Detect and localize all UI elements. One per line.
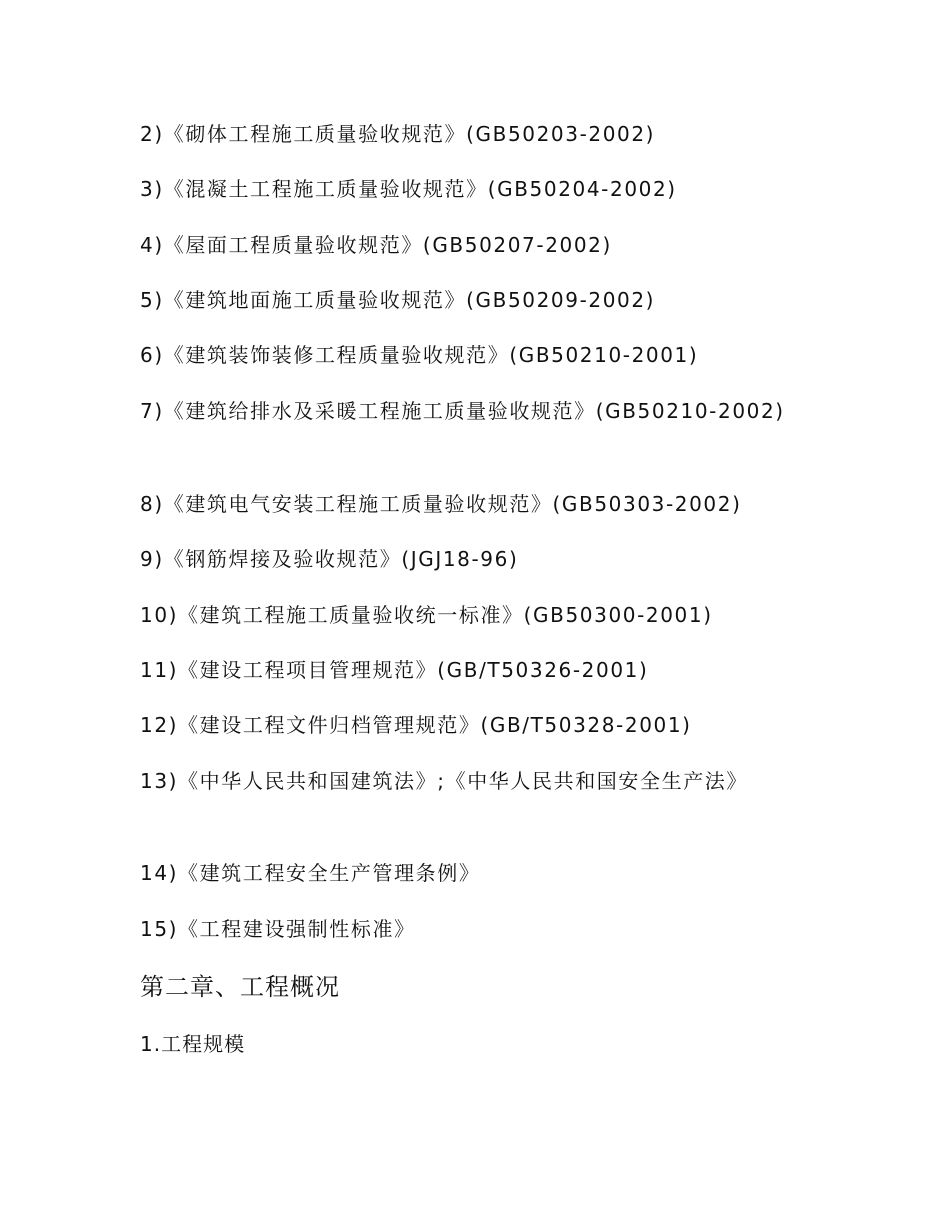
reference-item: 5)《建筑地面施工质量验收规范》(GB50209-2002) — [140, 288, 656, 312]
reference-item: 7)《建筑给排水及采暖工程施工质量验收规范》(GB50210-2002) — [140, 399, 785, 423]
reference-item: 4)《屋面工程质量验收规范》(GB50207-2002) — [140, 233, 612, 257]
chapter-heading: 第二章、工程概况 — [140, 973, 340, 1001]
reference-item: 12)《建设工程文件归档管理规范》(GB/T50328-2001) — [140, 713, 692, 737]
reference-item: 14)《建筑工程安全生产管理条例》 — [140, 861, 481, 885]
reference-item: 8)《建筑电气安装工程施工质量验收规范》(GB50303-2002) — [140, 492, 742, 516]
reference-item: 13)《中华人民共和国建筑法》;《中华人民共和国安全生产法》 — [140, 769, 748, 793]
reference-item: 11)《建设工程项目管理规范》(GB/T50326-2001) — [140, 658, 649, 682]
reference-item: 3)《混凝土工程施工质量验收规范》(GB50204-2002) — [140, 177, 677, 201]
reference-item: 15)《工程建设强制性标准》 — [140, 917, 416, 941]
reference-item: 6)《建筑装饰装修工程质量验收规范》(GB50210-2001) — [140, 343, 699, 367]
reference-item: 10)《建筑工程施工质量验收统一标准》(GB50300-2001) — [140, 603, 713, 627]
section-heading: 1.工程规模 — [140, 1032, 246, 1056]
reference-item: 2)《砌体工程施工质量验收规范》(GB50203-2002) — [140, 122, 656, 146]
reference-item: 9)《钢筋焊接及验收规范》(JGJ18-96) — [140, 547, 519, 571]
